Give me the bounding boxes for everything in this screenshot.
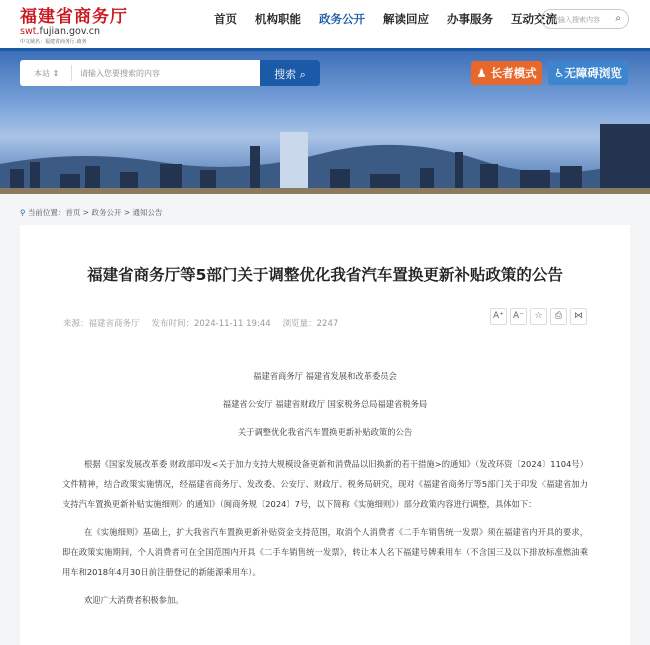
search-scope-select[interactable]: 本站 ⇕ <box>20 65 72 81</box>
article-card <box>20 225 630 645</box>
nav-interpretation[interactable]: 解读回应 <box>383 12 429 26</box>
search-icon[interactable]: ⌕ <box>615 13 621 24</box>
accessible-browse-button[interactable]: ♿无障碍浏览 <box>548 61 628 85</box>
article-views: 浏览量：2247 <box>282 319 339 329</box>
nav-services[interactable]: 办事服务 <box>447 12 493 26</box>
breadcrumb-home[interactable]: 首页 <box>65 208 81 217</box>
notice-heading: 关于调整优化我省汽车置换更新补贴政策的公告 <box>237 427 413 437</box>
print-icon[interactable]: ⎙ <box>550 308 567 325</box>
logo-url: swt.fujian.gov.cn <box>20 26 100 37</box>
article-source: 来源：福建省商务厅 <box>63 319 140 329</box>
article-tools <box>490 308 587 325</box>
person-icon: ♟ <box>476 66 487 80</box>
article-body <box>62 370 588 618</box>
paragraph: 根据《国家发展改革委 财政部印发<关于加力支持大规模设备更新和消费品以旧换新的若干措施>的通知》（发改环资〔2024〕1104号）文件精神，结合政策实施情况，经福建省商务厅、发改委、公安厅、财政厅、税务局研究，现对《福建省商务厅等5部门关于印发〈福建省加力支持汽车置换更新补贴实施细则〉的通知》（闽商务规〔2024〕7号，以下简称《实施细则》）部分政策内容进行调整，具体如下： <box>62 459 588 509</box>
nav-gov-affairs[interactable]: 政务公开 <box>319 12 365 26</box>
logo-subtitle: 中文域名：福建省商务厅.政务 <box>20 39 87 45</box>
paragraph: 在《实施细则》基础上，扩大我省汽车置换更新补贴资金支持范围，取消个人消费者《二手车销售统一发票》须在福建省内开具的要求，即在政策实施期间，个人消费者可在全国范围内开具《二手车销售统一发票》，转让本人名下福建号牌乘用车（不含国三及以下排放标准燃油乘用车和2018年4月30日前注册登记的新能源乘用车）。 <box>62 527 588 577</box>
article-meta <box>63 317 338 329</box>
banner-search <box>20 60 320 86</box>
nav-organization[interactable]: 机构职能 <box>255 12 301 26</box>
font-increase-button[interactable]: A⁺ <box>490 308 507 325</box>
header-search-input[interactable]: 请输入搜索内容 ⌕ <box>541 9 629 29</box>
location-pin-icon: ⚲ <box>20 208 26 217</box>
logo-title: 福建省商务厅 <box>20 7 128 27</box>
search-icon: ⌕ <box>299 68 306 81</box>
main-nav <box>214 11 557 27</box>
breadcrumb: ⚲ 当前位置：首页 > 政务公开 > 通知公告 <box>20 208 163 217</box>
banner <box>0 51 650 194</box>
paragraph: 欢迎广大消费者积极参加。 <box>84 595 184 605</box>
issuer-line-2: 福建省公安厅 福建省财政厅 国家税务总局福建省税务局 <box>222 399 428 409</box>
site-logo[interactable] <box>20 2 128 45</box>
search-button[interactable]: 搜索 ⌕ <box>260 60 320 86</box>
banner-search-input[interactable]: 请输入您要搜索的内容 <box>80 69 160 78</box>
breadcrumb-gov-affairs[interactable]: 政务公开 <box>91 208 122 217</box>
cityscape-image <box>0 124 650 194</box>
site-header <box>0 0 650 48</box>
issuer-line-1: 福建省商务厅 福建省发展和改革委员会 <box>253 371 397 381</box>
nav-home[interactable]: 首页 <box>214 12 237 26</box>
article-title: 福建省商务厅等5部门关于调整优化我省汽车置换更新补贴政策的公告 <box>87 266 563 284</box>
wheelchair-icon: ♿ <box>554 66 565 80</box>
elder-mode-button[interactable]: ♟ 长者模式 <box>471 61 542 85</box>
share-icon[interactable]: ⋈ <box>570 308 587 325</box>
font-decrease-button[interactable]: A⁻ <box>510 308 527 325</box>
nav-interaction[interactable]: 互动交流 <box>511 12 557 26</box>
breadcrumb-notices[interactable]: 通知公告 <box>132 208 163 217</box>
article-date: 发布时间：2024-11-11 19:44 <box>151 319 271 329</box>
favorite-star-icon[interactable]: ☆ <box>530 308 547 325</box>
